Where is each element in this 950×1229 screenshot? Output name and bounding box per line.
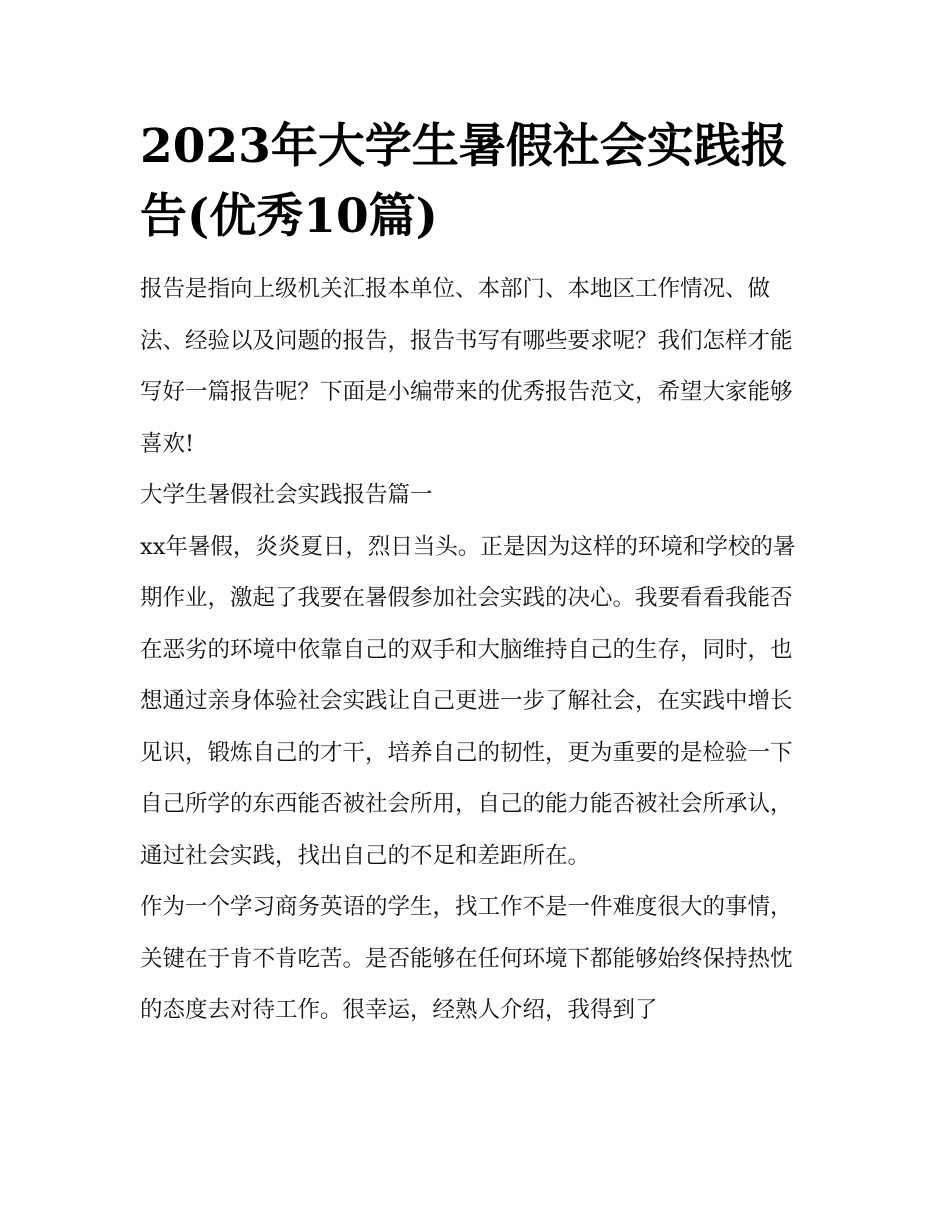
intro-paragraph: 报告是指向上级机关汇报本单位、本部门、本地区工作情况、做法、经验以及问题的报告，报告书写有哪些要求呢？我们怎样才能写好一篇报告呢？下面是小编带来的优秀报告范文，希望大家能够喜欢! xyxy=(140,276,793,457)
document-content xyxy=(140,112,812,1037)
body-paragraph-2: 作为一个学习商务英语的学生，找工作不是一件难度很大的事情，关键在于肯不肯吃苦。是否能够在任何环境下都能够始终保持热忱的态度去对待工作。很幸运，经熟人介绍，我得到了 xyxy=(140,894,793,1023)
section-heading: 大学生暑假社会实践报告篇一 xyxy=(140,482,433,508)
document-title: 2023年大学生暑假社会实践报告(优秀10篇) xyxy=(140,119,788,244)
body-paragraph-1: xx年暑假，炎炎夏日，烈日当头。正是因为这样的环境和学校的暑期作业，激起了我要在暑假参加社会实践的决心。我要看看我能否在恶劣的环境中依靠自己的双手和大脑维持自己的生存，同时，也想通过亲身体验社会实践让自己更进一步了解社会，在实践中增长见识，锻炼自己的才干，培养自己的韧性，更为重要的是检验一下自己所学的东西能否被社会所用，自己的能力能否被社会所承认，通过社会实践，找出自己的不足和差距所在。 xyxy=(140,533,796,869)
